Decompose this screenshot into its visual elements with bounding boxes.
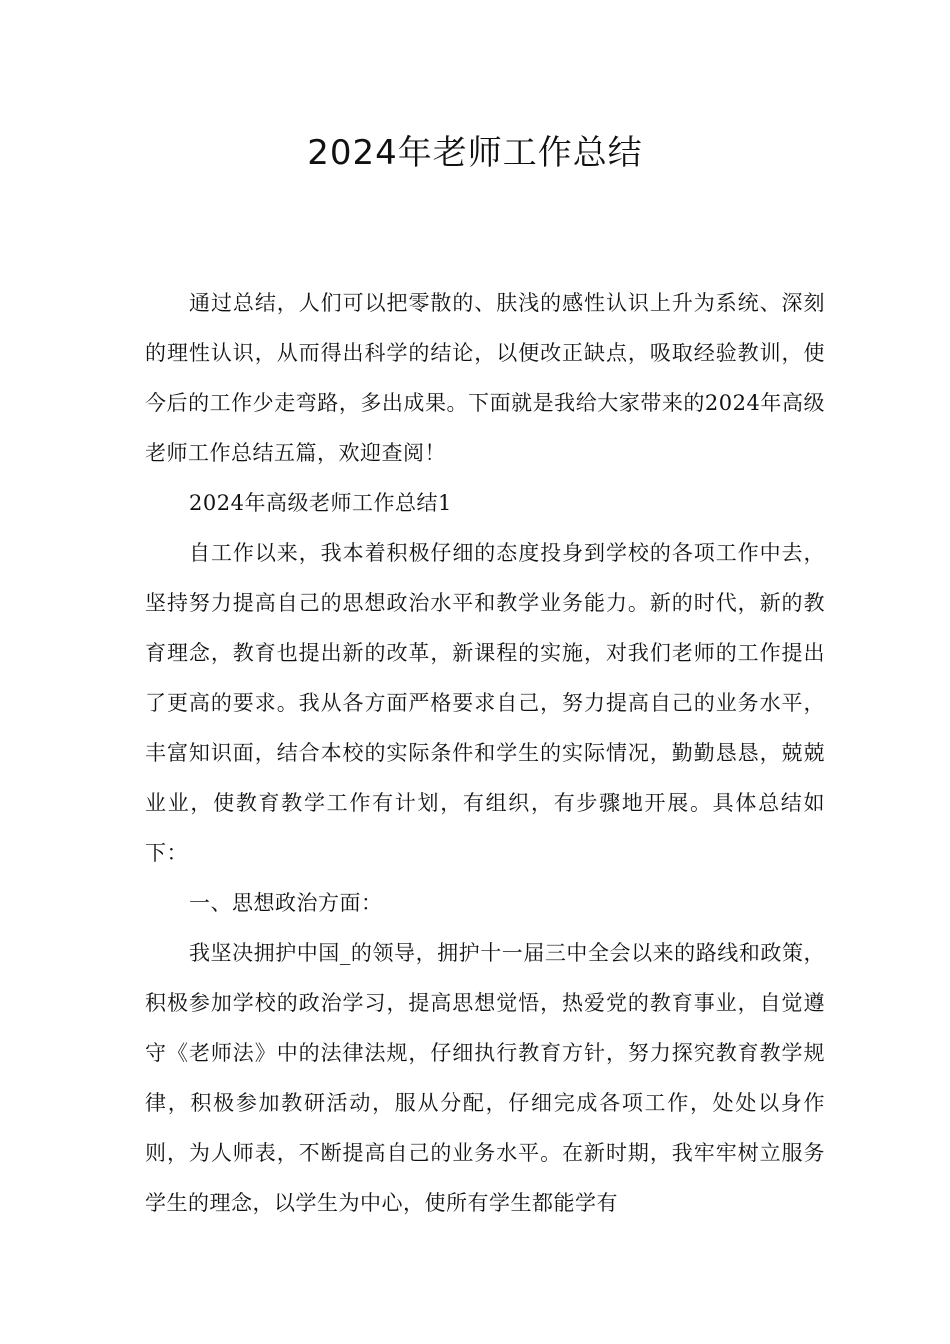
subsection-heading: 一、思想政治方面：	[189, 891, 383, 915]
body-paragraph: 自工作以来，我本着积极仔细的态度投身到学校的各项工作中去，坚持努力提高自己的思想政治水平和教学业务能力。新的时代，新的教育理念，教育也提出新的改革，新课程的实施，对我们老师的工作提出了更高的要求。我从各方面严格要求自己，努力提高自己的业务水平，丰富知识面，结合本校的实际条件和学生的实际情况，勤勤恳恳，兢兢业业，使教育教学工作有计划，有组织，有步骤地开展。具体总结如下：	[145, 541, 825, 865]
document-title: 2024年老师工作总结	[307, 133, 643, 173]
section-heading: 2024年高级老师工作总结1	[189, 491, 452, 515]
body-paragraph: 我坚决拥护中国_的领导，拥护十一届三中全会以来的路线和政策，积极参加学校的政治学习，提高思想觉悟，热爱党的教育事业，自觉遵守《老师法》中的法律法规，仔细执行教育方针，努力探究教育教学规律，积极参加教研活动，服从分配，仔细完成各项工作，处处以身作则，为人师表，不断提高自己的业务水平。在新时期，我牢牢树立服务学生的理念，以学生为中心，使所有学生都能学有	[145, 941, 825, 1215]
document-body	[145, 278, 825, 1228]
intro-paragraph: 通过总结，人们可以把零散的、肤浅的感性认识上升为系统、深刻的理性认识，从而得出科学的结论，以便改正缺点，吸取经验教训，使今后的工作少走弯路，多出成果。下面就是我给大家带来的2024年高级老师工作总结五篇，欢迎查阅！	[145, 291, 825, 465]
